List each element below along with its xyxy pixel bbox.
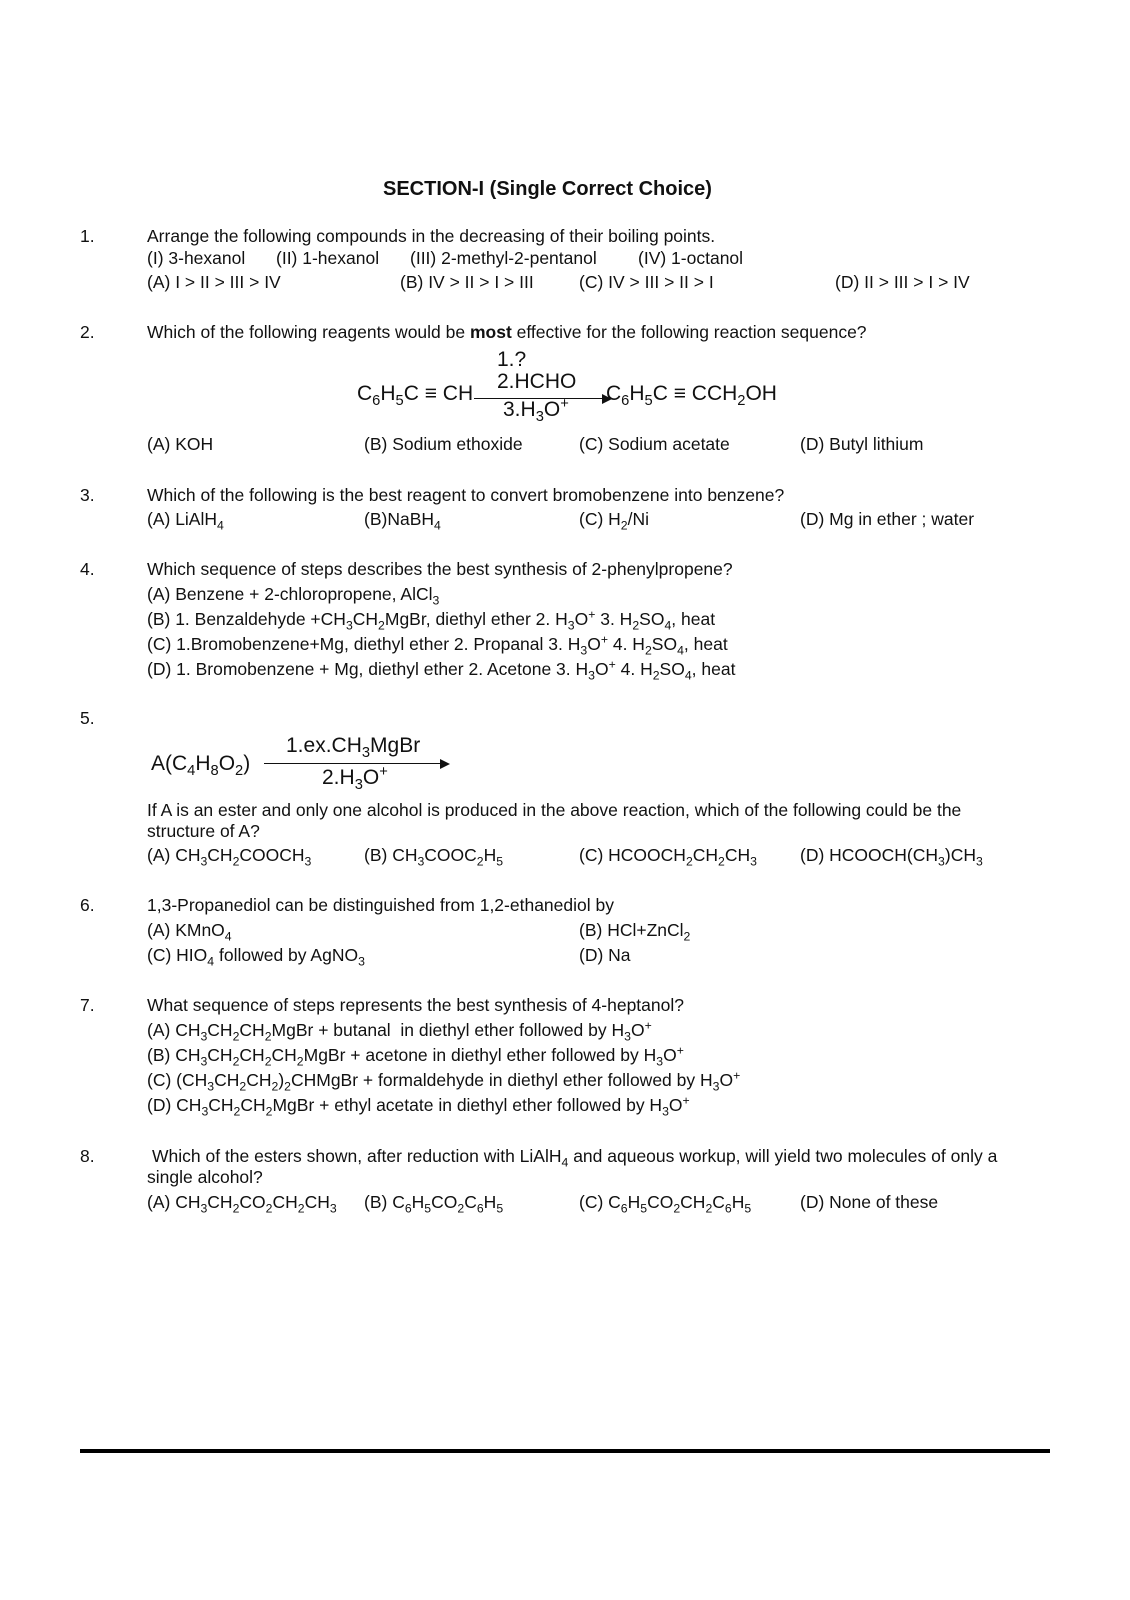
option-c: (C) $HCOOCH_2CH_2CH_3$ [579,845,757,869]
question-text: If A is an ester and only one alcohol is produced in the above reaction, which of the following could be the [147,800,962,820]
option-a: (A) I > II > III > IV [147,272,281,292]
compound-label: (I) 3-hexanol [147,248,246,268]
option-d: (D) $HCOOCH(CH_3)CH_3$ [800,845,983,869]
option-d: (D) II > III > I > IV [835,272,970,292]
option-d: (D) $CH_3CH_2CH_2MgBr$ + ethyl acetate in diethyl ether followed by $H_3O^+$ [147,1093,690,1119]
option-a: (A) LiAlH$_4$ [147,509,224,533]
option-c: (C) $(CH_3CH_2CH_2)_2CHMgBr$ + formaldehyde in diethyl ether followed by $H_3O^+$ [147,1068,741,1094]
question-text: Which sequence of steps describes the best synthesis of 2-phenylpropene? [147,559,733,579]
option-a: (A) KOH [147,434,214,454]
option-a: (A) $CH_3CH_2COOCH_3$ [147,845,312,869]
option-a: (A) Benzene + 2-chloropropene, AlCl$_3$ [147,584,440,608]
option-d: (D) Na [579,945,631,965]
question-number: 3. [80,485,95,505]
reaction-arrowhead [440,759,450,769]
reagent-above: $1.ex.CH_3MgBr$ [286,734,421,762]
question-number: 8. [80,1146,95,1166]
section-title: SECTION-I (Single Correct Choice) [383,178,712,200]
compound-label: (III) 2-methyl-2-pentanol [410,248,597,268]
question-number: 7. [80,995,95,1015]
option-d: (D) None of these [800,1192,939,1212]
question-text: What sequence of steps represents the best synthesis of 4-heptanol? [147,995,684,1015]
option-c: (C) $C_6H_5CO_2CH_2C_6H_5$ [579,1192,752,1216]
option-a: (A) $CH_3CH_2CH_2MgBr$ + butanal in diethyl ether followed by $H_3O^+$ [147,1018,652,1044]
reagent-step-2: 2.HCHO [497,370,577,393]
option-b: (B) 1. Benzaldehyde $+CH_3CH_2MgBr$, diethyl ether 2. $H_3O^+$ 3. $H_2SO_4$, heat [147,607,716,633]
option-b: (B) $C_6H_5CO_2C_6H_5$ [364,1192,504,1216]
option-b: (B) Sodium ethoxide [364,434,523,454]
question-text-continued: structure of A? [147,821,260,841]
reactant: $C_6H_5C$ ≡ CH [357,382,474,410]
question-number: 5. [80,708,95,728]
option-c: (C) $H_2/Ni$ [579,509,650,533]
compound-label: (II) 1-hexanol [276,248,380,268]
question-text: 1,3-Propanediol can be distinguished from 1,2-ethanediol by [147,895,614,915]
option-a: (A) $CH_3CH_2CO_2CH_2CH_3$ [147,1192,337,1216]
option-a: (A) KMnO$_4$ [147,920,232,944]
reagent-step-1: 1.? [497,348,527,371]
option-c: (C) IV > III > II > I [579,272,714,292]
option-b: (B) $CH_3COOC_2H_5$ [364,845,504,869]
option-c: (C) $HIO_4$ followed by AgNO$_3$ [147,945,365,969]
question-number: 2. [80,322,95,342]
reagent-step-3: $3.H_3O^+$ [503,395,569,426]
reactant: $A(C_4H_8O_2)$ [151,752,251,780]
product: $C_6H_5C \equiv CCH_2OH$ [606,382,777,410]
option-b: (B) HCl+ZnCl$_2$ [579,920,691,944]
question-text: Arrange the following compounds in the decreasing of their boiling points. [147,226,716,246]
option-c: (C) Sodium acetate [579,434,730,454]
question-number: 6. [80,895,95,915]
reaction-arrow [264,763,442,764]
question-text: Which of the following is the best reagent to convert bromobenzene into benzene? [147,485,785,505]
option-b: (B)NaBH$_4$ [364,509,441,533]
reagent-below: $2.H_3O^+$ [322,763,388,794]
option-b: (B) $CH_3CH_2CH_2CH_2MgBr$ + acetone in diethyl ether followed by $H_3O^+$ [147,1043,684,1069]
question-number: 4. [80,559,95,579]
option-d: (D) Butyl lithium [800,434,924,454]
footer-divider [80,1449,1050,1453]
option-c: (C) 1.Bromobenzene+Mg, diethyl ether 2. Propanal 3. $H_3O^+$ 4. $H_2SO_4$, heat [147,632,728,658]
option-d: (D) 1. Bromobenzene + Mg, diethyl ether 2. Acetone 3. $H_3O^+$ 4. $H_2SO_4$, heat [147,657,736,683]
question-text: Which of the following reagents would be most effective for the following reaction sequence? [147,322,867,342]
compound-label: (IV) 1-octanol [638,248,744,268]
question-number: 1. [80,226,95,246]
question-text-continued: single alcohol? [147,1167,263,1187]
option-b: (B) IV > II > I > III [400,272,534,292]
question-text: Which of the esters shown, after reduction with LiAlH$_4$ and aqueous workup, will yield two molecules of only a [152,1146,998,1170]
option-d: (D) Mg in ether ; water [800,509,975,529]
